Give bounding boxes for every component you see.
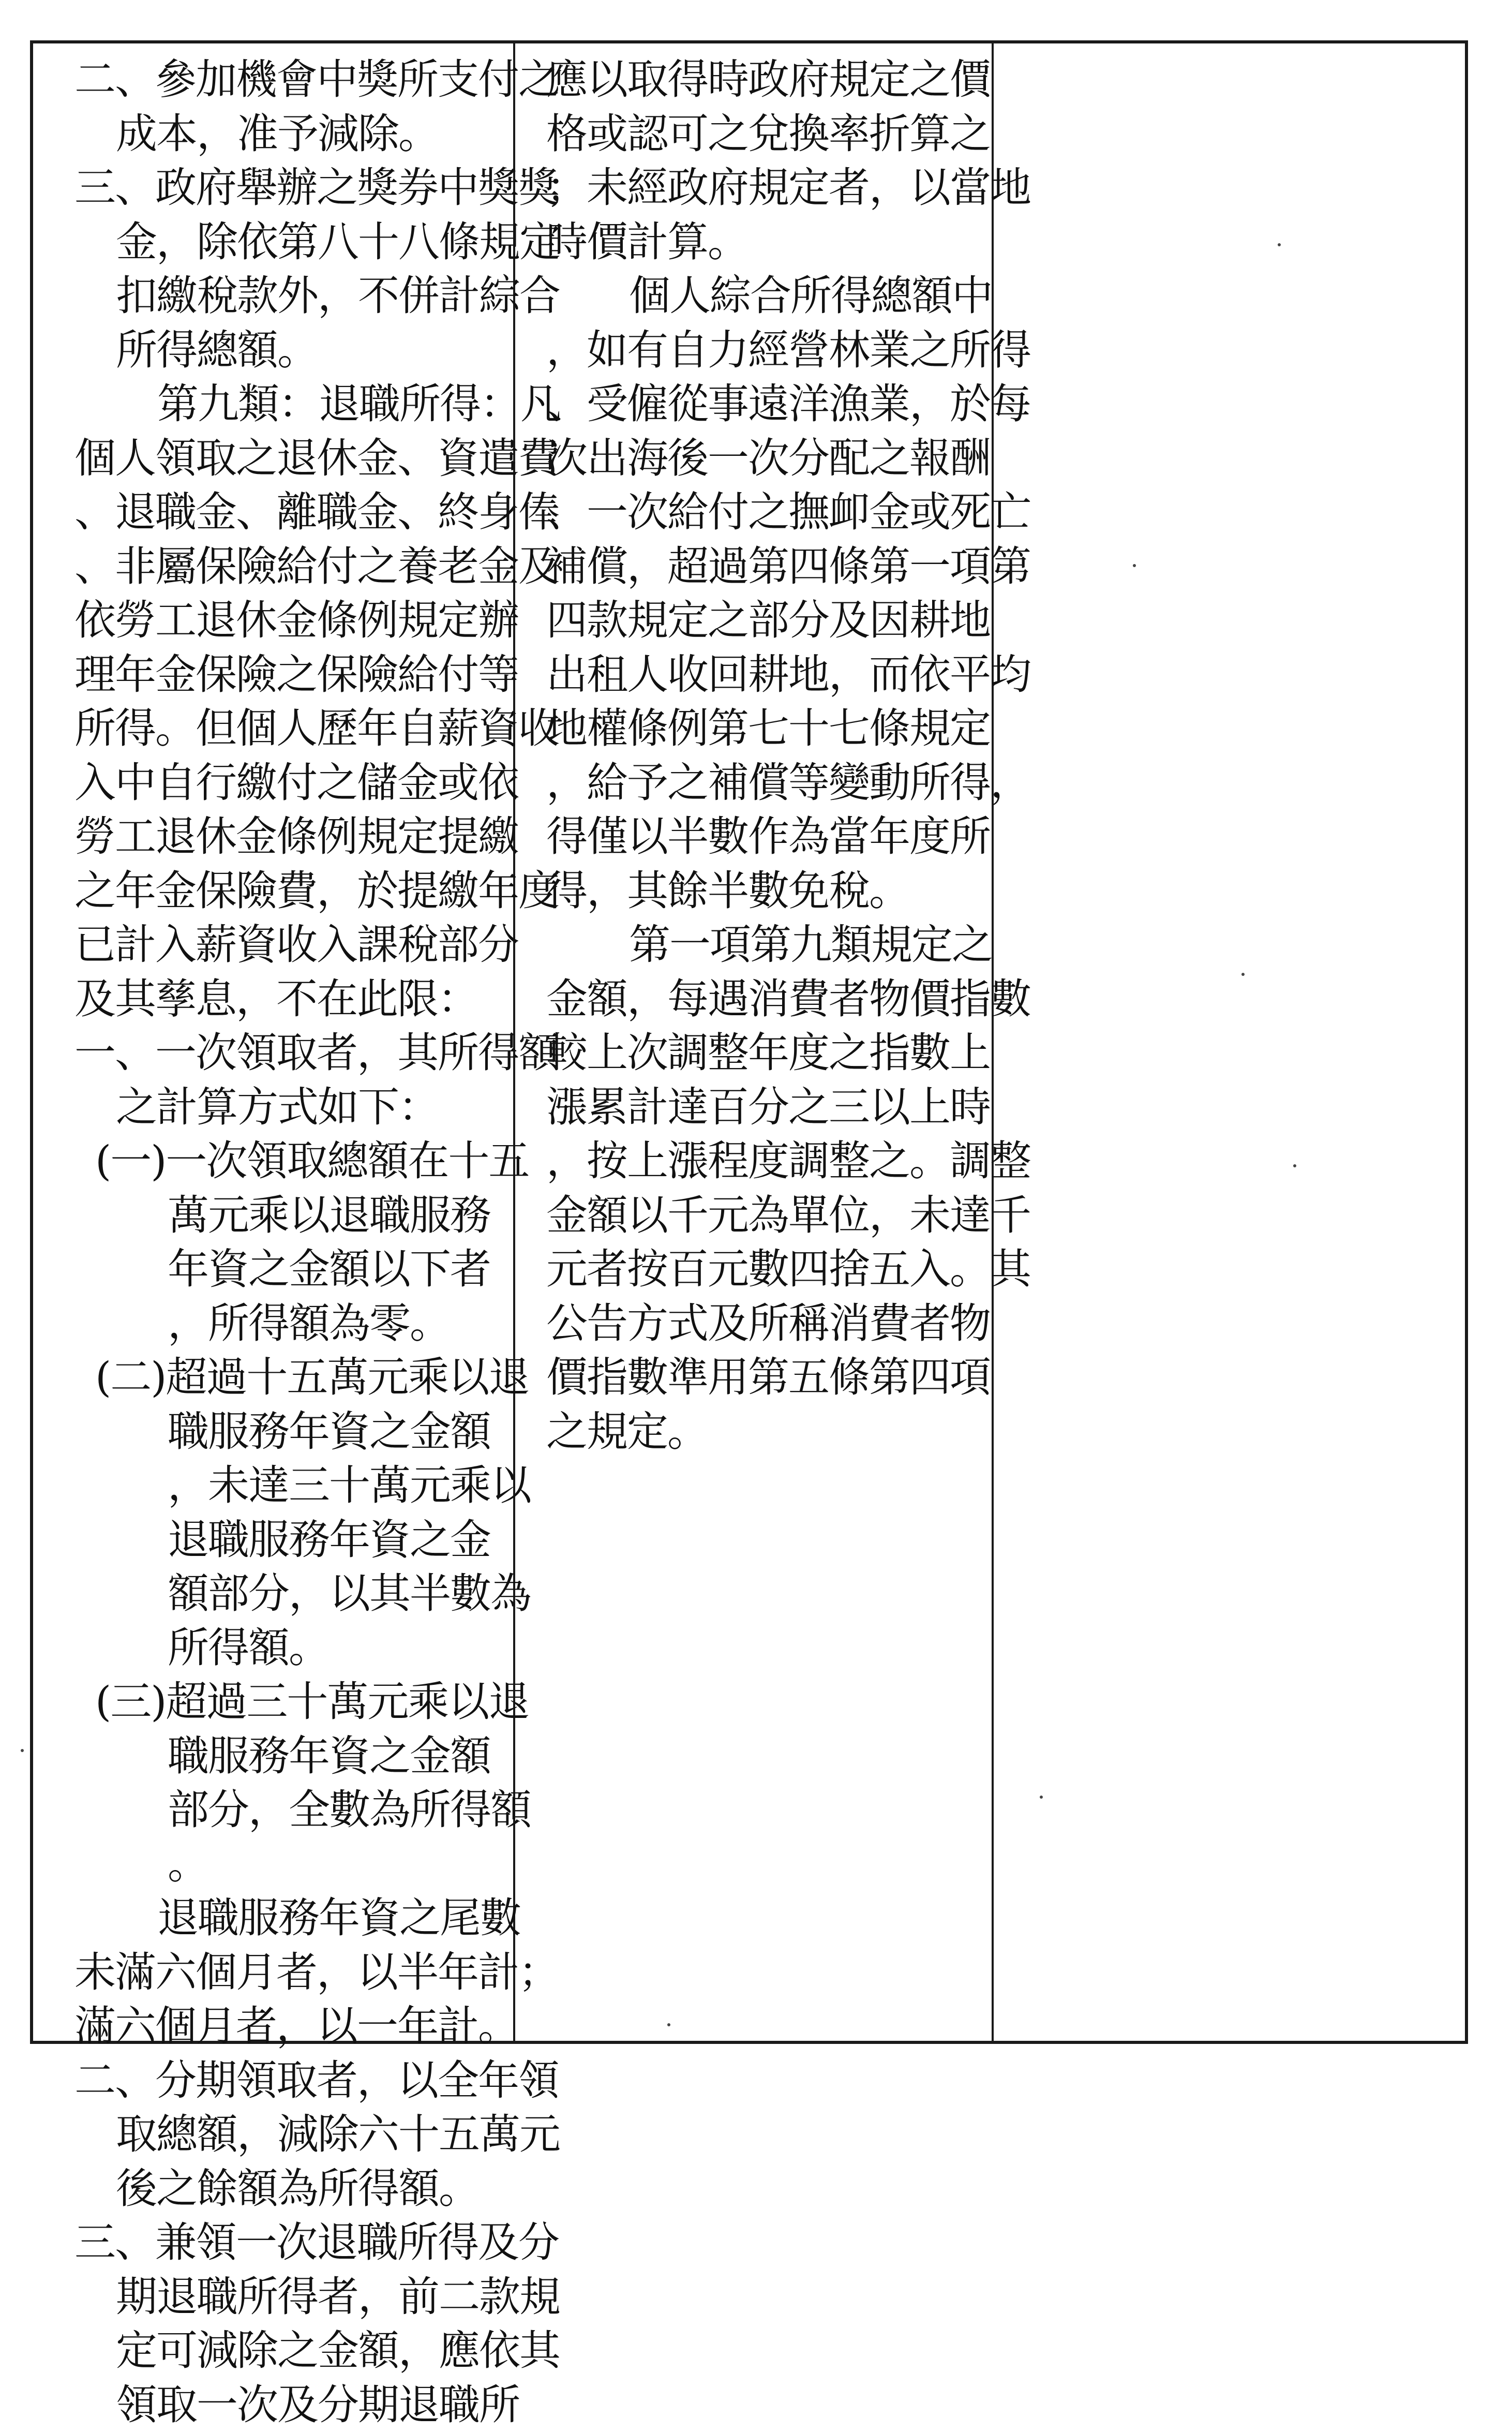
text-line: 得，其餘半數免稅。	[546, 864, 976, 918]
text-line: 元者按百元數四捨五入。其	[546, 1242, 976, 1297]
text-line: 之計算方式如下：	[74, 1080, 488, 1135]
text-line: 第九類：退職所得：凡	[74, 377, 488, 432]
text-line: ，如有自力經營林業之所得	[546, 323, 976, 378]
text-line: 補償，超過第四條第一項第	[546, 540, 976, 594]
text-line: 職服務年資之金額	[74, 1729, 488, 1784]
text-line: ，按上漲程度調整之。調整	[546, 1134, 976, 1189]
text-line: ，所得額為零。	[74, 1297, 488, 1351]
text-line: 、非屬保險給付之養老金及	[74, 540, 488, 594]
text-line: 所得總額。	[74, 323, 488, 378]
text-line: 成本，准予減除。	[74, 107, 488, 161]
text-line: 、退職金、離職金、終身俸	[74, 485, 488, 540]
comparison-table	[30, 40, 1468, 2044]
text-line: 退職服務年資之金	[74, 1513, 488, 1567]
text-line: 應以取得時政府規定之價	[546, 53, 976, 107]
scan-speck	[667, 2023, 670, 2026]
text-line: 萬元乘以退職服務	[74, 1189, 488, 1243]
text-line: 及其孳息，不在此限：	[74, 972, 488, 1027]
scan-speck	[1040, 1796, 1043, 1799]
text-line: 職服務年資之金額	[74, 1405, 488, 1459]
text-line: 時價計算。	[546, 215, 976, 270]
text-line: 年資之金額以下者	[74, 1242, 488, 1297]
column-current-text	[515, 43, 994, 2041]
text-line: 三、政府舉辦之獎券中獎獎	[74, 161, 488, 215]
text-line: 二、參加機會中獎所支付之	[74, 53, 488, 107]
text-line: 金額，每遇消費者物價指數	[546, 972, 976, 1027]
text-line: 次出海後一次分配之報酬	[546, 432, 976, 486]
text-line: 金額以千元為單位，未達千	[546, 1189, 976, 1243]
text-line: 後之餘額為所得額。	[74, 2162, 488, 2216]
text-line: 第一項第九類規定之	[546, 918, 976, 972]
text-line: 、受僱從事遠洋漁業，於每	[546, 377, 976, 432]
text-line: 理年金保險之保險給付等	[74, 648, 488, 702]
scan-speck	[1278, 243, 1281, 246]
text-line: 額部分，以其半數為	[74, 1567, 488, 1621]
text-line: 所得。但個人歷年自薪資收	[74, 702, 488, 756]
text-line: (二)超過十五萬元乘以退	[74, 1351, 488, 1405]
column-1-text	[74, 53, 488, 2432]
text-line: 領取一次及分期退職所	[74, 2378, 488, 2432]
text-line: 二、分期領取者，以全年領	[74, 2054, 488, 2108]
text-line: ，給予之補償等變動所得，	[546, 756, 976, 810]
text-line: 三、兼領一次退職所得及分	[74, 2216, 488, 2270]
text-line: 部分，全數為所得額	[74, 1783, 488, 1837]
text-line: 期退職所得者，前二款規	[74, 2270, 488, 2324]
text-line: 定可減除之金額，應依其	[74, 2324, 488, 2378]
text-line: 、一次給付之撫卹金或死亡	[546, 485, 976, 540]
text-line: 之規定。	[546, 1405, 976, 1459]
text-line: 出租人收回耕地，而依平均	[546, 648, 976, 702]
column-explanation	[994, 43, 1465, 2041]
scan-speck	[1241, 973, 1245, 976]
text-line: 已計入薪資收入課稅部分	[74, 918, 488, 972]
text-line: 漲累計達百分之三以上時	[546, 1080, 976, 1135]
text-line: ，未達三十萬元乘以	[74, 1459, 488, 1513]
text-line: 之年金保險費，於提繳年度	[74, 864, 488, 918]
text-line: 未滿六個月者，以半年計；	[74, 1946, 488, 2000]
text-line: 格或認可之兌換率折算之	[546, 107, 976, 161]
text-line: 勞工退休金條例規定提繳	[74, 810, 488, 864]
text-line: 。	[74, 1837, 488, 1892]
text-line: 個人領取之退休金、資遣費	[74, 432, 488, 486]
text-line: ；未經政府規定者，以當地	[546, 161, 976, 215]
text-line: (三)超過三十萬元乘以退	[74, 1675, 488, 1729]
text-line: 依勞工退休金條例規定辦	[74, 594, 488, 648]
text-line: 一、一次領取者，其所得額	[74, 1026, 488, 1080]
text-line: 較上次調整年度之指數上	[546, 1026, 976, 1080]
text-line: 取總額，減除六十五萬元	[74, 2108, 488, 2162]
text-line: 得僅以半數作為當年度所	[546, 810, 976, 864]
scan-speck	[1293, 1164, 1296, 1167]
text-line: 扣繳稅款外，不併計綜合	[74, 269, 488, 323]
column-2-text	[546, 53, 976, 1459]
text-line: 所得額。	[74, 1621, 488, 1675]
text-line: 價指數準用第五條第四項	[546, 1351, 976, 1405]
text-line: (一)一次領取總額在十五	[74, 1134, 488, 1189]
text-line: 個人綜合所得總額中	[546, 269, 976, 323]
text-line: 地權條例第七十七條規定	[546, 702, 976, 756]
scan-speck	[21, 1749, 24, 1752]
scan-speck	[1133, 564, 1136, 567]
text-line: 金，除依第八十八條規定	[74, 215, 488, 270]
text-line: 公告方式及所稱消費者物	[546, 1297, 976, 1351]
text-line: 退職服務年資之尾數	[74, 1891, 488, 1946]
text-line: 入中自行繳付之儲金或依	[74, 756, 488, 810]
column-amended-text	[33, 43, 515, 2041]
text-line: 滿六個月者，以一年計。	[74, 1999, 488, 2054]
text-line: 四款規定之部分及因耕地	[546, 594, 976, 648]
